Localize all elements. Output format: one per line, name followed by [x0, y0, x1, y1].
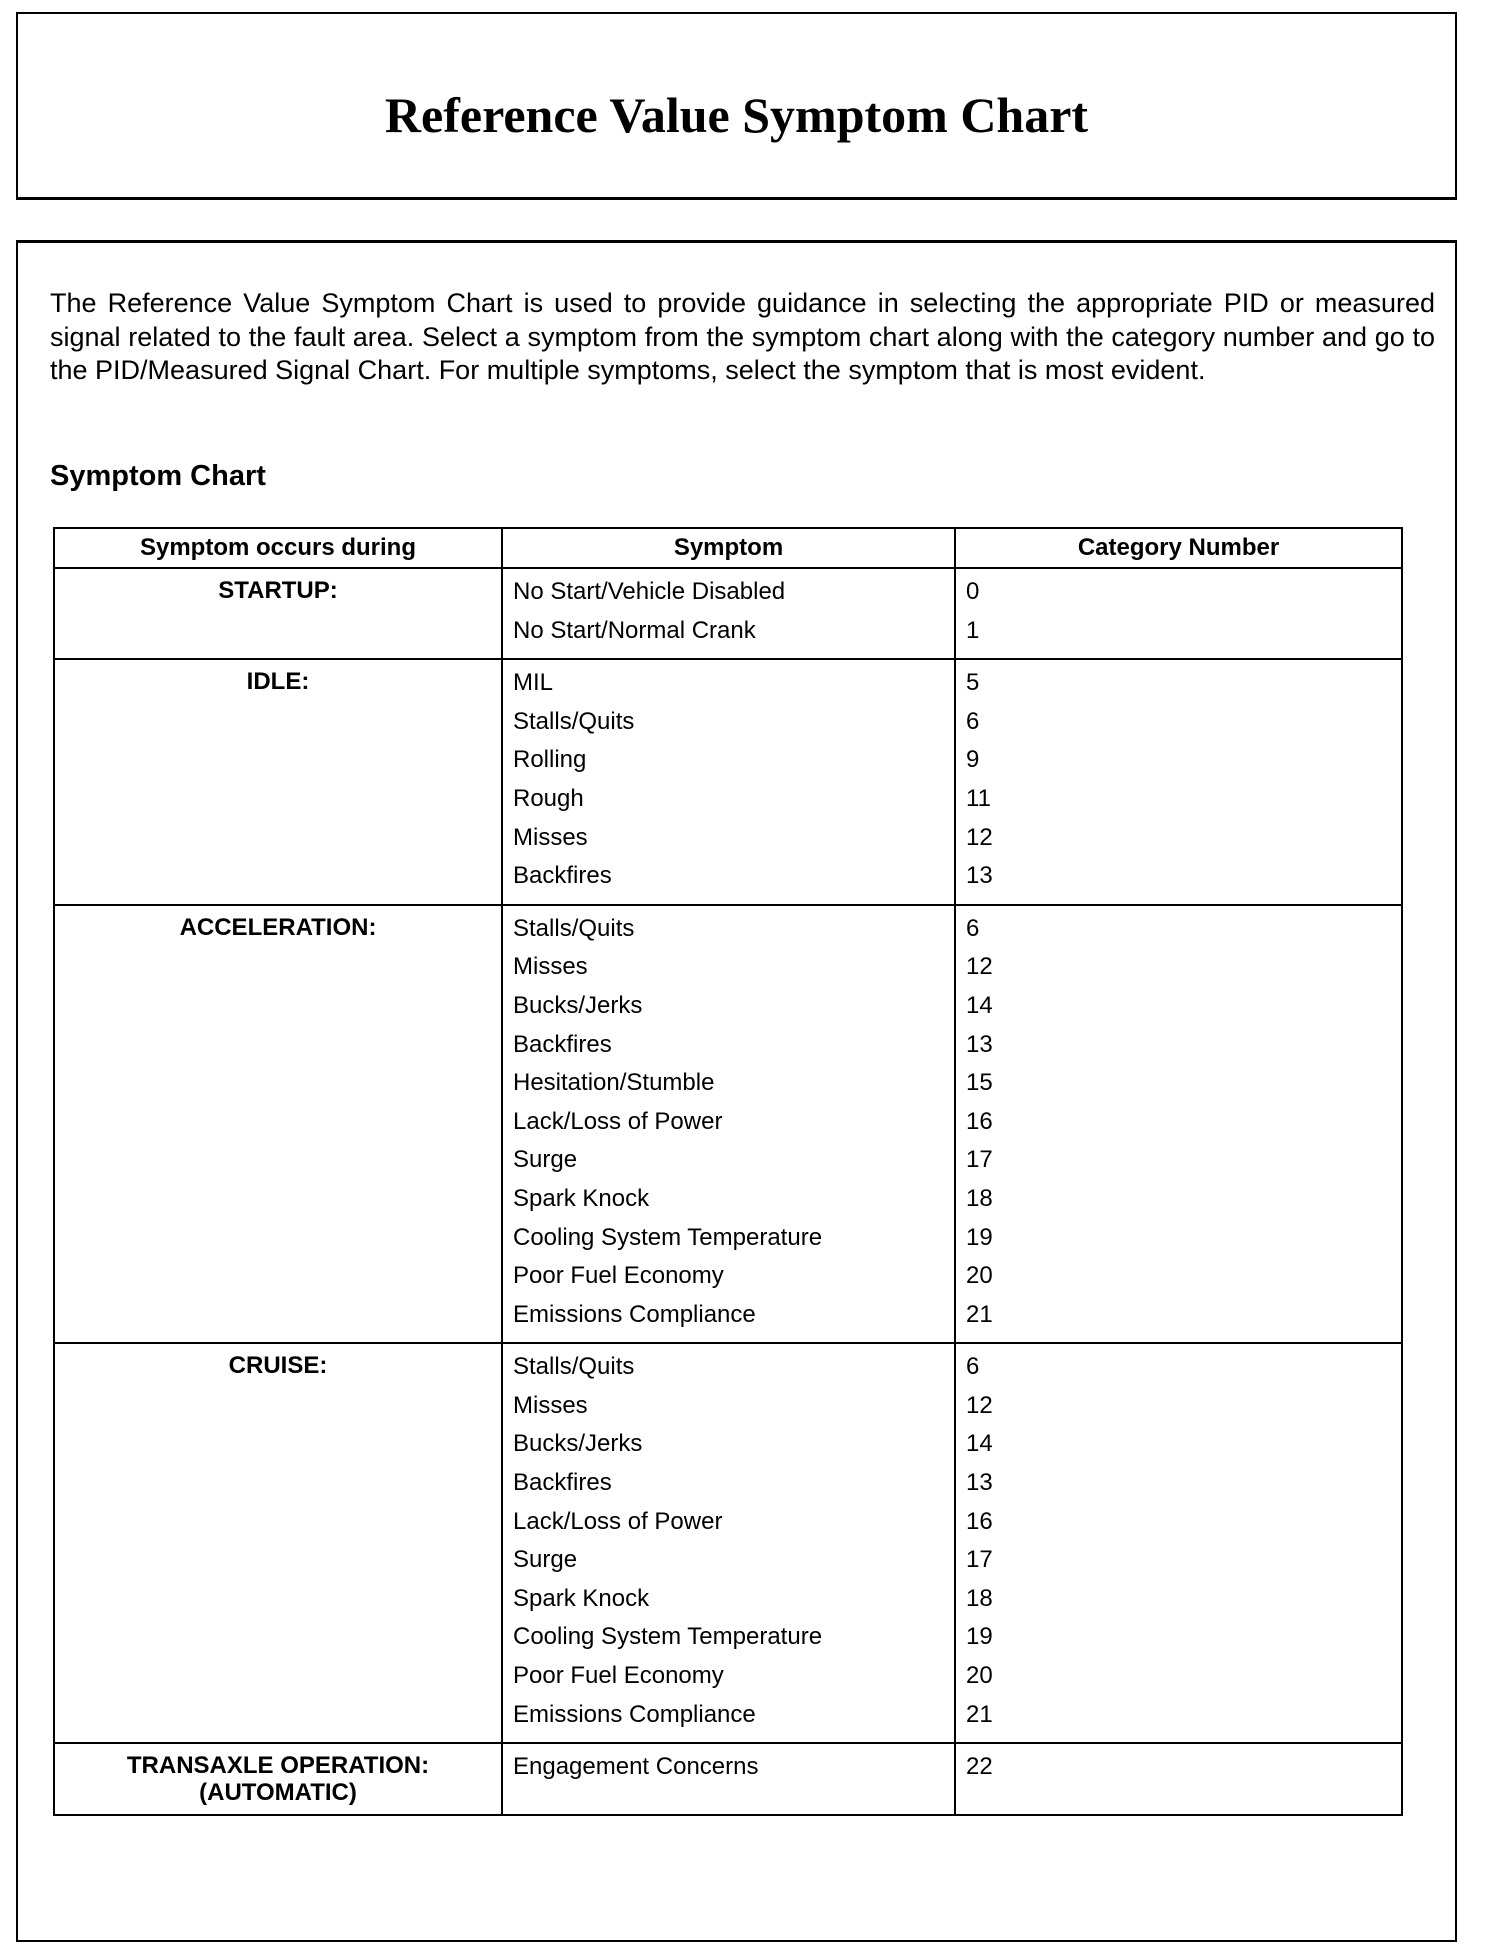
category-number: 12: [966, 953, 993, 981]
occurs-during-label: CRUISE:: [228, 1352, 328, 1380]
table-group: [55, 1344, 1401, 1744]
category-number: 13: [966, 862, 993, 890]
symptom-item: Poor Fuel Economy: [513, 1662, 724, 1690]
symptom-cell: [501, 660, 954, 904]
symptom-item: Hesitation/Stumble: [513, 1069, 715, 1097]
category-number: 6: [966, 707, 980, 735]
symptom-item: Misses: [513, 953, 588, 981]
category-number: 6: [966, 914, 980, 942]
symptom-item: Backfires: [513, 862, 612, 890]
occurs-during-cell: [55, 569, 501, 658]
category-number: 15: [966, 1069, 993, 1097]
symptom-item: Bucks/Jerks: [513, 991, 643, 1019]
symptom-item: MIL: [513, 669, 554, 697]
category-number: 1: [966, 616, 980, 644]
category-number: 12: [966, 1391, 993, 1419]
occurs-during-label: STARTUP:: [218, 577, 338, 604]
category-number: 18: [966, 1584, 993, 1612]
category-cell: [954, 660, 1401, 904]
symptom-item: Cooling System Temperature: [513, 1223, 823, 1251]
category-number: 18: [966, 1184, 993, 1212]
header-category-number: Category Number: [954, 529, 1401, 567]
occurs-during-label: IDLE:: [246, 668, 310, 696]
category-number: 20: [966, 1262, 993, 1290]
header-occurs-during: Symptom occurs during: [139, 534, 417, 561]
symptom-item: Misses: [513, 1391, 588, 1419]
table-group: [55, 1744, 1401, 1814]
symptom-table: [53, 527, 1403, 1816]
category-number: 14: [966, 1430, 993, 1458]
page-title: Reference Value Symptom Chart: [384, 87, 1089, 143]
symptom-item: Lack/Loss of Power: [513, 1107, 723, 1135]
symptom-item: Rolling: [513, 746, 587, 774]
table-group: [55, 906, 1401, 1345]
category-number: 14: [966, 991, 993, 1019]
symptom-item: No Start/Vehicle Disabled: [513, 578, 786, 605]
category-number: 19: [966, 1223, 993, 1251]
symptom-item: Spark Knock: [513, 1584, 650, 1612]
category-number: 16: [966, 1507, 993, 1535]
category-cell: [954, 906, 1401, 1343]
category-number: 6: [966, 1353, 980, 1381]
category-number: 5: [966, 669, 980, 697]
category-number: 9: [966, 746, 980, 774]
symptom-item: Emissions Compliance: [513, 1300, 756, 1328]
category-number: 13: [966, 1030, 993, 1058]
occurs-during-label: (AUTOMATIC): [199, 1779, 357, 1807]
section-heading: Symptom Chart: [50, 460, 266, 492]
category-number: 17: [966, 1546, 993, 1574]
category-number: 20: [966, 1662, 993, 1690]
symptom-item: Stalls/Quits: [513, 707, 635, 735]
symptom-item: Stalls/Quits: [513, 1353, 635, 1381]
symptom-item: Engagement Concerns: [513, 1753, 759, 1781]
symptom-item: Cooling System Temperature: [513, 1623, 823, 1651]
symptom-cell: [501, 569, 954, 658]
category-cell: [954, 1744, 1401, 1814]
symptom-item: Emissions Compliance: [513, 1700, 756, 1728]
header-symptom: Symptom: [501, 529, 954, 567]
table-header: [55, 529, 1401, 569]
symptom-item: Spark Knock: [513, 1184, 650, 1212]
category-cell: [954, 1344, 1401, 1742]
title-box: [16, 12, 1457, 200]
symptom-cell: [501, 906, 954, 1343]
symptom-item: Poor Fuel Economy: [513, 1262, 724, 1290]
intro-paragraph: The Reference Value Symptom Chart is used to provide guidance in selecting the appropriate PID or measured signal related to the fault area. Select a symptom from the symptom chart along with the category number and go to the PID/Measured Signal Chart. For multiple symptoms, select the symptom that is most evident.: [50, 288, 1435, 385]
category-number: 13: [966, 1469, 993, 1497]
category-number: 19: [966, 1623, 993, 1651]
symptom-item: Backfires: [513, 1030, 612, 1058]
symptom-item: Surge: [513, 1546, 578, 1574]
occurs-during-label: ACCELERATION:: [179, 913, 377, 941]
occurs-during-cell: [55, 660, 501, 904]
category-number: 21: [966, 1700, 993, 1728]
symptom-cell: [501, 1744, 954, 1814]
table-group: [55, 569, 1401, 660]
category-number: 22: [966, 1753, 993, 1781]
symptom-item: Bucks/Jerks: [513, 1430, 643, 1458]
category-number: 21: [966, 1300, 993, 1328]
symptom-item: Rough: [513, 784, 584, 812]
occurs-during-cell: [55, 1344, 501, 1742]
occurs-during-cell: [55, 906, 501, 1343]
category-number: 17: [966, 1146, 993, 1174]
occurs-during-cell: [55, 1744, 501, 1814]
symptom-item: Stalls/Quits: [513, 914, 635, 942]
symptom-item: Lack/Loss of Power: [513, 1507, 723, 1535]
symptom-item: Backfires: [513, 1469, 612, 1497]
content-box: [16, 240, 1457, 1942]
category-number: 12: [966, 823, 993, 851]
category-number: 16: [966, 1107, 993, 1135]
occurs-during-label: TRANSAXLE OPERATION:: [126, 1752, 430, 1780]
symptom-cell: [501, 1344, 954, 1742]
table-group: [55, 660, 1401, 906]
category-cell: [954, 569, 1401, 658]
category-number: 0: [966, 578, 980, 605]
category-number: 11: [966, 784, 991, 812]
symptom-item: No Start/Normal Crank: [513, 616, 756, 644]
symptom-item: Misses: [513, 823, 588, 851]
symptom-item: Surge: [513, 1146, 578, 1174]
